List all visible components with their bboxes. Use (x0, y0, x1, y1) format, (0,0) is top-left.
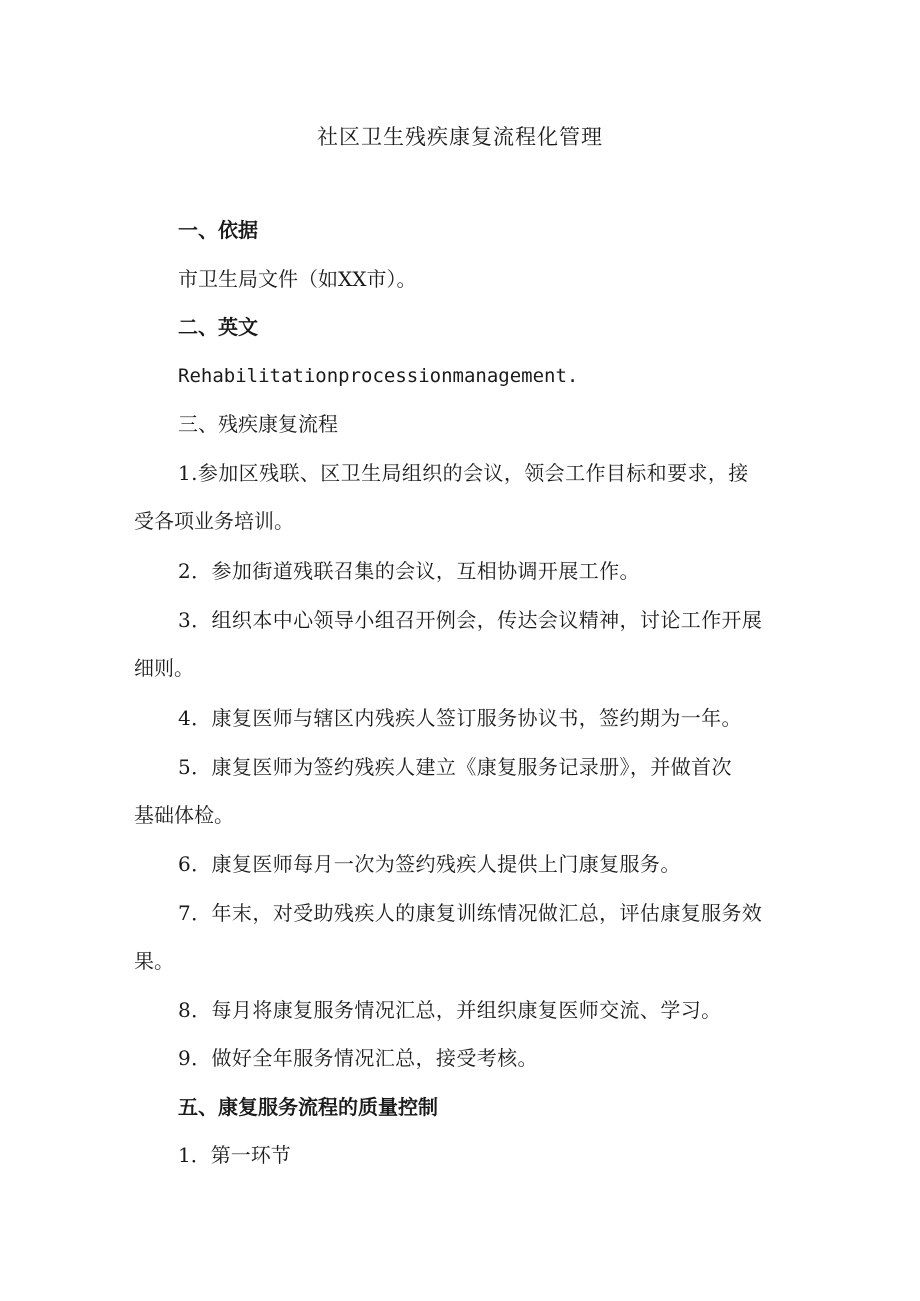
heading-basis: 一、依据 (178, 218, 258, 242)
step-1-line-2: 受各项业务培训。 (134, 509, 294, 533)
process-step-9 (134, 1043, 786, 1073)
step-5-line-2: 基础体检。 (134, 803, 234, 827)
step-8-line-1: 8．每月将康复服务情况汇总，并组织康复医师交流、学习。 (178, 998, 722, 1022)
document-title: 社区卫生残疾康复流程化管理 (317, 125, 603, 149)
process-step-4 (134, 703, 786, 733)
step-1-line-1: 1.参加区残联、区卫生局组织的会议，领会工作目标和要求，接 (178, 461, 749, 485)
step-3-line-1: 3．组织本中心领导小组召开例会，传达会议精神，讨论工作开展 (178, 608, 763, 632)
step-2-line-1: 2．参加街道残联召集的会议，互相协调开展工作。 (178, 559, 640, 583)
step-5-line-1: 5．康复医师为签约残疾人建立《康复服务记录册》，并做首次 (178, 755, 732, 779)
heading-english: 二、英文 (178, 315, 258, 339)
process-step-2 (134, 556, 786, 586)
process-step-6 (134, 849, 786, 879)
quality-item-1: 1．第一环节 (178, 1143, 291, 1167)
process-step-8 (134, 995, 786, 1025)
process-step-1 (134, 458, 786, 536)
process-step-7 (134, 898, 786, 976)
heading-process: 三、残疾康复流程 (178, 412, 338, 436)
step-7-line-2: 果。 (134, 949, 174, 973)
step-7-line-1: 7．年末，对受助残疾人的康复训练情况做汇总，评估康复服务效 (178, 901, 763, 925)
english-text: Rehabilitationprocessionmanagement. (178, 365, 579, 387)
heading-quality-control: 五、康复服务流程的质量控制 (178, 1095, 438, 1119)
step-4-line-1: 4．康复医师与辖区内残疾人签订服务协议书，签约期为一年。 (178, 706, 742, 730)
basis-text: 市卫生局文件（如XX市）。 (178, 267, 417, 291)
process-step-5 (134, 752, 786, 830)
step-3-line-2: 细则。 (134, 656, 194, 680)
process-step-3 (134, 605, 786, 683)
step-9-line-1: 9．做好全年服务情况汇总，接受考核。 (178, 1046, 538, 1070)
step-6-line-1: 6．康复医师每月一次为签约残疾人提供上门康复服务。 (178, 852, 681, 876)
